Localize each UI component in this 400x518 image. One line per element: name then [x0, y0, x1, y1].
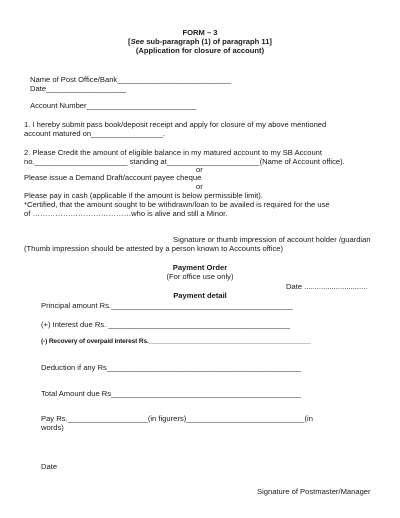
payment-order-title: Payment Order [172, 263, 228, 272]
or-separator-1: or [196, 165, 203, 174]
postmaster-signature-label: Signature of Postmaster/Manager [257, 487, 371, 496]
para2-line2: no.______________________ standing at______________________(Name of Account office). [24, 157, 345, 166]
application-title: (Application for closure of account) [135, 46, 265, 55]
total-amount-field: Total Amount due Rs_____________________________________________ [41, 389, 302, 398]
form-subtitle [0, 37, 400, 46]
footer-date-label: Date [41, 462, 58, 471]
certified-line1: *Certified, that the amount sought to be withdrawn/loan to be availed is required for the use [24, 200, 330, 209]
form-title: FORM – 3 [182, 28, 218, 37]
interest-due-field: (+) Interest due Rs. ___________________________________________ [41, 320, 290, 329]
account-number-field: Account Number__________________________ [30, 101, 197, 110]
payment-date-field: Date .............................. [286, 282, 368, 291]
office-use-note: (For office use only) [166, 272, 234, 281]
or-separator-2: or [196, 182, 203, 191]
payment-detail-title: Payment detail [173, 291, 227, 300]
demand-draft-line: Please issue a Demand Draft/account payee cheque [24, 173, 202, 182]
post-office-field: Name of Post Office/Bank___________________________ [30, 75, 232, 84]
principal-amount-field: Principal amount Rs.___________________________________________ [41, 301, 293, 310]
date-field: Date___________________ [30, 84, 127, 93]
deduction-field: Deduction if any Rs______________________________________________ [41, 363, 302, 372]
subtitle-bracket: [ [128, 37, 131, 46]
overpaid-interest-recovery-field: (-) Recovery of overpaid interest Rs.______________________________________________ [41, 338, 311, 345]
para1-line2: account matured on_________________. [24, 129, 166, 138]
cash-line: Please pay in cash (applicable if the amount is below permissible limit). [24, 191, 263, 200]
para1-line1: 1. I hereby submit pass book/deposit receipt and apply for closure of my above mentioned [24, 120, 327, 129]
pay-amount-line2: words) [41, 423, 64, 432]
pay-amount-line1: Pay Rs.___________________(in figurers)____________________________(in [41, 414, 313, 423]
subtitle-see: See [130, 37, 145, 46]
certified-line2: of …………………………………who is alive and still a Minor. [24, 209, 228, 218]
subtitle-rest: sub-paragraph (1) of paragraph 11] [144, 37, 272, 46]
thumb-impression-note: (Thumb impression should be attested by a person known to Accounts office) [24, 244, 284, 253]
holder-signature-label: Signature or thumb impression of account holder /guardian [173, 235, 371, 244]
para2-line1: 2. Please Credit the amount of eligible balance in my matured account to my SB Account [24, 148, 323, 157]
